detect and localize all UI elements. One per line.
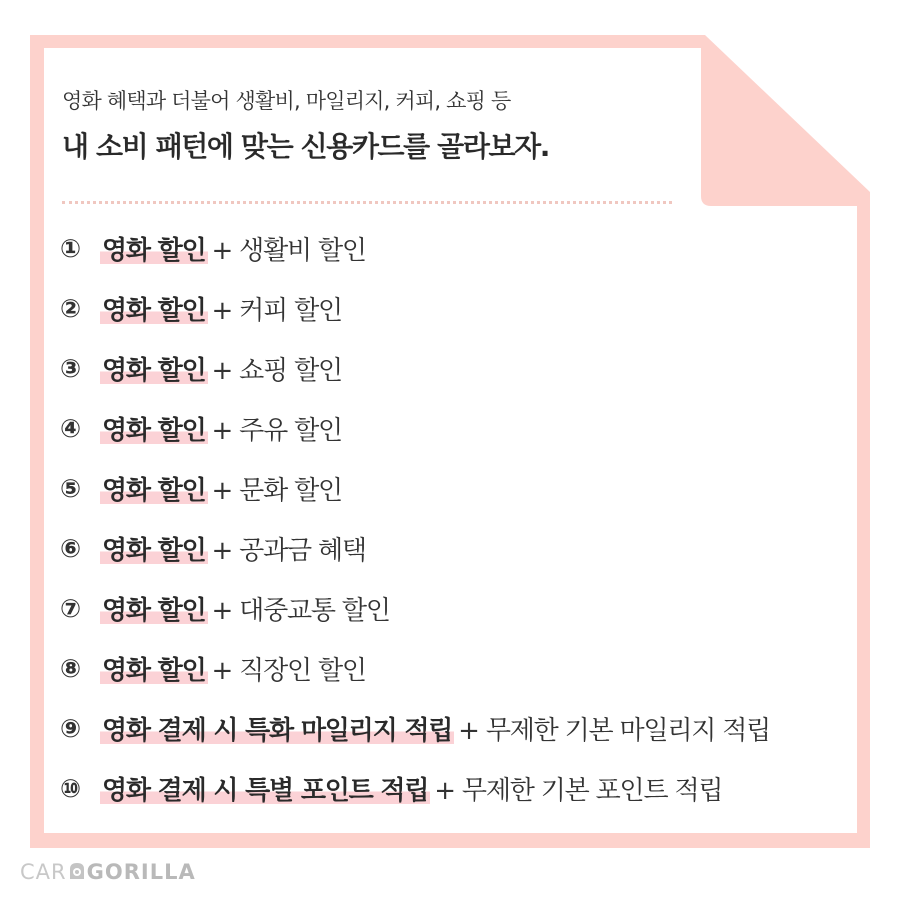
list-item (60, 578, 870, 638)
list-item (60, 758, 870, 818)
item-benefit: + 커피 할인 (211, 295, 342, 326)
list-item (60, 278, 870, 338)
dotted-divider (62, 201, 672, 204)
logo-text-gorilla: GORILLA (86, 860, 196, 884)
list-item (60, 698, 870, 758)
item-highlight: 영화 할인 (100, 230, 208, 267)
list-item (60, 518, 870, 578)
item-number: ⑧ (60, 653, 82, 683)
logo-text-car: CAR (20, 860, 67, 884)
item-benefit: + 생활비 할인 (211, 235, 366, 266)
list-item (60, 338, 870, 398)
item-benefit: + 주유 할인 (211, 415, 342, 446)
item-number: ⑤ (60, 473, 82, 503)
item-benefit: + 문화 할인 (211, 475, 342, 506)
item-number: ③ (60, 353, 82, 383)
item-number: ② (60, 293, 82, 323)
item-number: ⑦ (60, 593, 82, 623)
gorilla-mark-icon (68, 861, 86, 886)
headline: 내 소비 패턴에 맞는 신용카드를 골라보자. (62, 130, 549, 163)
item-highlight: 영화 할인 (100, 650, 208, 687)
item-number: ① (60, 233, 82, 263)
item-benefit: + 대중교통 할인 (211, 595, 390, 626)
item-highlight: 영화 할인 (100, 290, 208, 327)
item-benefit: + 무제한 기본 마일리지 적립 (458, 715, 771, 746)
item-number: ⑥ (60, 533, 82, 563)
item-number: ⑨ (60, 713, 82, 743)
item-highlight: 영화 할인 (100, 590, 208, 627)
brand-logo (20, 860, 196, 886)
item-number: ⑩ (60, 773, 82, 803)
item-benefit: + 직장인 할인 (211, 655, 366, 686)
list-item (60, 638, 870, 698)
item-highlight: 영화 할인 (100, 470, 208, 507)
intro-text: 영화 혜택과 더불어 생활비, 마일리지, 커피, 쇼핑 등 (62, 89, 511, 113)
item-highlight: 영화 할인 (100, 350, 208, 387)
item-highlight: 영화 결제 시 특별 포인트 적립 (100, 770, 430, 807)
item-benefit: + 무제한 기본 포인트 적립 (434, 775, 723, 806)
item-highlight: 영화 할인 (100, 410, 208, 447)
item-highlight: 영화 결제 시 특화 마일리지 적립 (100, 710, 454, 747)
list-item (60, 218, 870, 278)
item-benefit: + 쇼핑 할인 (211, 355, 342, 386)
list-item (60, 458, 870, 518)
item-benefit: + 공과금 혜택 (211, 535, 366, 566)
benefit-list (60, 218, 870, 818)
item-number: ④ (60, 413, 82, 443)
item-highlight: 영화 할인 (100, 530, 208, 567)
list-item (60, 398, 870, 458)
